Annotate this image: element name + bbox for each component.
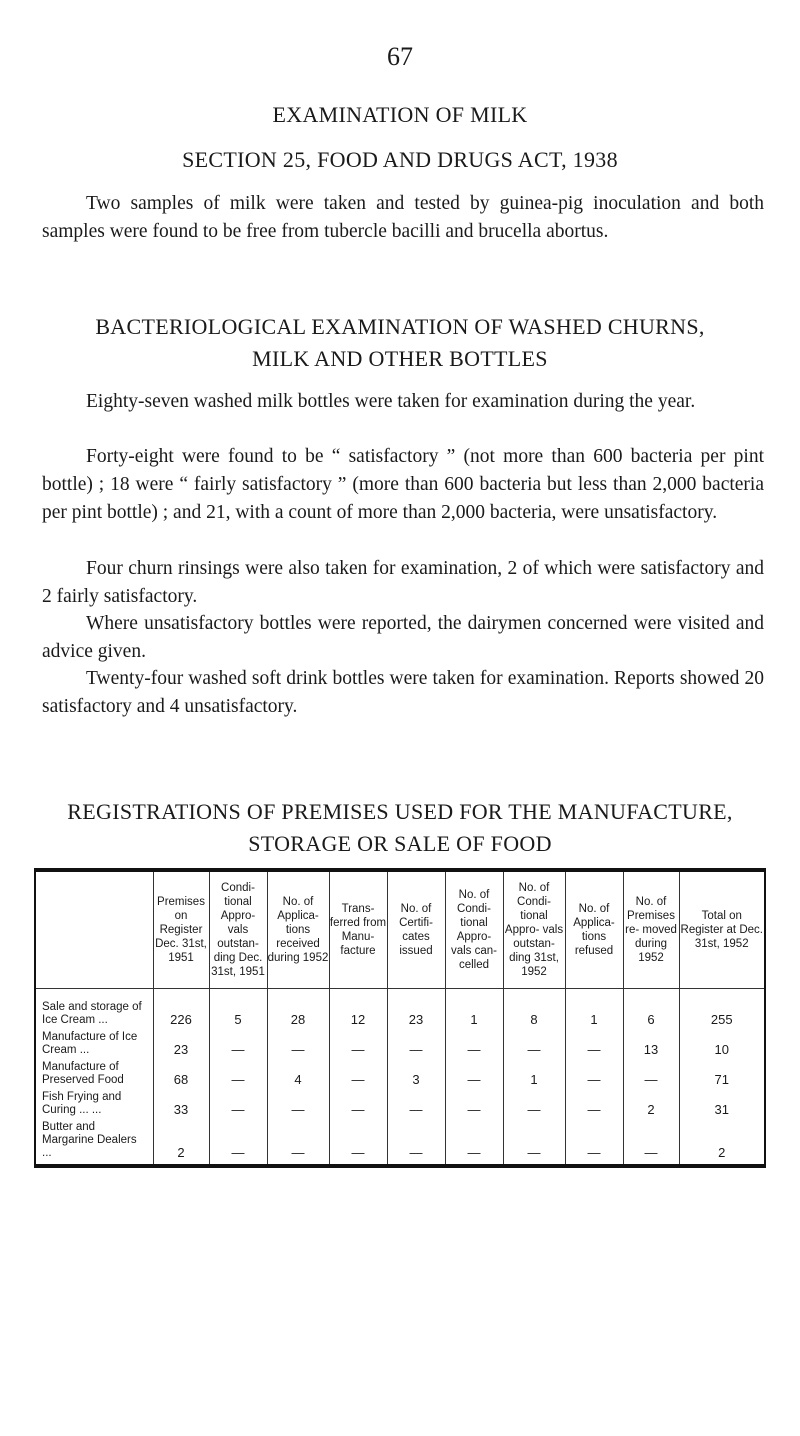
header-cell-blank xyxy=(35,870,153,989)
page-number: 67 xyxy=(387,42,413,71)
table-cell: — xyxy=(503,1121,565,1166)
header-approvals-cancelled: No. of Condi- tional Appro- vals can- celled xyxy=(445,870,503,989)
bottles-paragraph-3: Four churn rinsings were also taken for examination, 2 of which were satisfactory and 2 fairly satisfactory. xyxy=(42,558,764,607)
table-cell: — xyxy=(209,1031,267,1061)
bottles-paragraph-5: Twenty-four washed soft drink bottles were taken for examination. Reports showed 20 satisfactory and 4 unsatisfactory. xyxy=(42,668,764,717)
header-applications-received: No. of Applica- tions received during 1952 xyxy=(267,870,329,989)
table-cell: 6 xyxy=(623,989,679,1032)
table-cell: — xyxy=(565,1061,623,1091)
table-cell: — xyxy=(209,1121,267,1166)
registrations-title-2: STORAGE OR SALE OF FOOD xyxy=(248,831,552,856)
table-cell: — xyxy=(503,1091,565,1121)
bottles-paragraph-1: Eighty-seven washed milk bottles were taken for examination during the year. xyxy=(86,391,696,412)
table-cell: — xyxy=(445,1091,503,1121)
table-cell: — xyxy=(565,1091,623,1121)
table-cell: — xyxy=(503,1031,565,1061)
milk-section-title: EXAMINATION OF MILK xyxy=(272,102,528,127)
registrations-title-1: REGISTRATIONS OF PREMISES USED FOR THE MANUFACTURE, xyxy=(67,799,733,824)
table-cell: 4 xyxy=(267,1061,329,1091)
header-approvals-outstanding-1952: No. of Condi- tional Appro- vals outstan- ding 31st, 1952 xyxy=(503,870,565,989)
table-cell: 226 xyxy=(153,989,209,1032)
table-row xyxy=(35,989,765,1032)
table-cell: — xyxy=(565,1031,623,1061)
header-applications-refused: No. of Applica- tions refused xyxy=(565,870,623,989)
table-cell: — xyxy=(329,1061,387,1091)
table-cell: 33 xyxy=(153,1091,209,1121)
header-premises-on-register: Premises on Register Dec. 31st, 1951 xyxy=(153,870,209,989)
table-cell: 10 xyxy=(679,1031,765,1061)
bottles-section-title-2: MILK AND OTHER BOTTLES xyxy=(252,346,548,371)
header-transferred: Trans- ferred from Manu- facture xyxy=(329,870,387,989)
table-row xyxy=(35,1091,765,1121)
table-cell: 3 xyxy=(387,1061,445,1091)
bottles-paragraph-4: Where unsatisfactory bottles were reported, the dairymen concerned were visited and advice given. xyxy=(42,613,764,662)
table-cell: — xyxy=(329,1091,387,1121)
row-label: Sale and storage of Ice Cream ... xyxy=(42,1001,142,1026)
registrations-table-container xyxy=(34,868,764,1168)
milk-paragraph: Two samples of milk were taken and tested by guinea-pig inoculation and both samples were found to be free from tubercle bacilli and brucella abortus. xyxy=(42,193,764,242)
bottles-section-title-1: BACTERIOLOGICAL EXAMINATION OF WASHED CHURNS, xyxy=(95,314,705,339)
table-cell: — xyxy=(445,1061,503,1091)
table-cell: 31 xyxy=(679,1091,765,1121)
table-cell: — xyxy=(387,1091,445,1121)
table-cell: — xyxy=(623,1061,679,1091)
header-total-on-register: Total on Register at Dec. 31st, 1952 xyxy=(679,870,765,989)
table-cell: 1 xyxy=(565,989,623,1032)
table-cell: 8 xyxy=(503,989,565,1032)
table-cell: 23 xyxy=(387,989,445,1032)
table-cell: 5 xyxy=(209,989,267,1032)
table-cell: 2 xyxy=(623,1091,679,1121)
table-cell: — xyxy=(329,1121,387,1166)
header-conditional-approvals-1951: Condi- tional Appro- vals outstan- ding Dec. 31st, 1951 xyxy=(209,870,267,989)
header-premises-removed: No. of Premises re- moved during 1952 xyxy=(623,870,679,989)
table-cell: 28 xyxy=(267,989,329,1032)
table-cell: 23 xyxy=(153,1031,209,1061)
table-row xyxy=(35,1061,765,1091)
table-cell: — xyxy=(445,1031,503,1061)
table-cell: — xyxy=(445,1121,503,1166)
row-label: Manufacture of Preserved Food xyxy=(42,1061,124,1086)
table-cell: — xyxy=(267,1031,329,1061)
registrations-table xyxy=(34,868,766,1168)
milk-section-subtitle: SECTION 25, FOOD AND DRUGS ACT, 1938 xyxy=(182,147,618,172)
bottles-paragraph-2: Forty-eight were found to be “ satisfactory ” (not more than 600 bacteria per pint bottle) ; 18 were “ fairly satisfactory ” (more than 600 bacteria but less than 2,000 bacteria per pint bottle) ; and 21, with a count of more than 2,000 bacteria, were unsatisfactory. xyxy=(42,446,764,523)
table-row xyxy=(35,1031,765,1061)
table-cell: 12 xyxy=(329,989,387,1032)
table-header-row xyxy=(35,870,765,989)
table-cell: — xyxy=(209,1061,267,1091)
table-cell: — xyxy=(387,1031,445,1061)
table-cell: 13 xyxy=(623,1031,679,1061)
table-cell: 1 xyxy=(445,989,503,1032)
table-cell: 68 xyxy=(153,1061,209,1091)
row-label: Manufacture of Ice Cream ... xyxy=(42,1031,138,1056)
table-cell: 1 xyxy=(503,1061,565,1091)
table-cell: 2 xyxy=(153,1121,209,1166)
table-cell: — xyxy=(565,1121,623,1166)
table-cell: 2 xyxy=(679,1121,765,1166)
table-cell: 71 xyxy=(679,1061,765,1091)
table-cell: — xyxy=(623,1121,679,1166)
table-cell: — xyxy=(267,1091,329,1121)
table-cell: — xyxy=(329,1031,387,1061)
header-certificates-issued: No. of Certifi- cates issued xyxy=(387,870,445,989)
table-cell: 255 xyxy=(679,989,765,1032)
table-cell: — xyxy=(387,1121,445,1166)
table-cell: — xyxy=(267,1121,329,1166)
row-label: Fish Frying and Curing ... ... xyxy=(42,1091,122,1116)
row-label: Butter and Margarine Dealers ... xyxy=(42,1121,137,1159)
table-cell: — xyxy=(209,1091,267,1121)
table-row xyxy=(35,1121,765,1166)
